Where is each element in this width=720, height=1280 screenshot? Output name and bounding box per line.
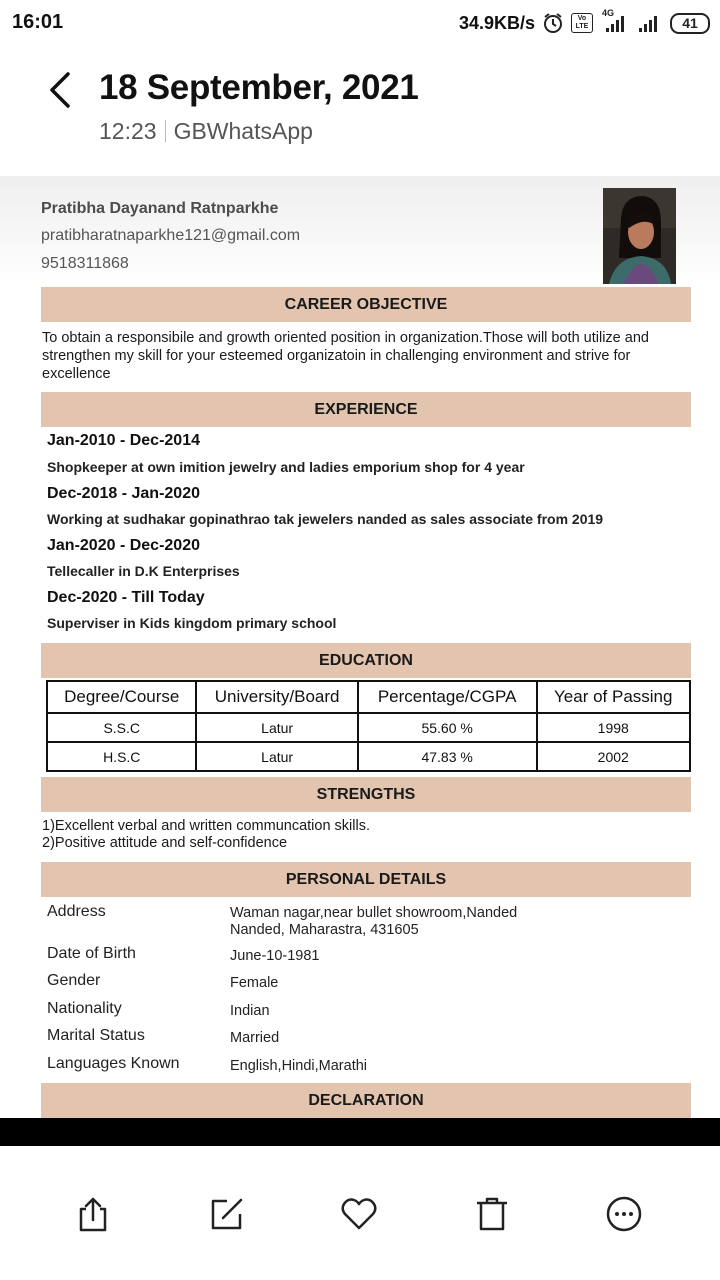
profile-photo (603, 188, 676, 284)
trash-icon (472, 1194, 512, 1234)
edit-icon (207, 1194, 247, 1234)
favorite-button[interactable] (339, 1194, 379, 1234)
volte-icon (571, 13, 593, 33)
heart-icon (339, 1194, 379, 1234)
detail-value: English,Hindi,Marathi (230, 1058, 368, 1074)
resume-phone: 9518311868 (41, 255, 129, 272)
detail-label: Languages Known (47, 1055, 180, 1072)
page-title: 18 September, 2021 (99, 68, 419, 107)
strength-item: 2)Positive attitude and self-confidence (42, 835, 288, 851)
divider (165, 120, 166, 142)
delete-button[interactable] (472, 1194, 512, 1234)
detail-label-address: Address (47, 903, 106, 920)
detail-value-address-2: Nanded, Maharastra, 431605 (230, 922, 419, 938)
experience-period: Dec-2020 - Till Today (47, 589, 205, 606)
column-header: University/Board (196, 681, 357, 713)
volte-top: Vo (577, 15, 587, 22)
message-time: 12:23 (99, 118, 157, 144)
education-table (46, 680, 691, 772)
network-speed: 34.9KB/s (458, 12, 535, 33)
edit-button[interactable] (207, 1194, 247, 1234)
experience-period: Jan-2010 - Dec-2014 (47, 432, 200, 449)
status-bar (0, 0, 720, 48)
detail-value: Female (230, 975, 279, 991)
table-cell: Latur (196, 742, 357, 771)
table-cell: 47.83 % (358, 742, 537, 771)
table-row (47, 713, 690, 742)
table-cell: Latur (196, 713, 357, 742)
detail-label: Marital Status (47, 1027, 145, 1044)
detail-value: Married (230, 1030, 280, 1046)
experience-desc: Superviser in Kids kingdom primary school (47, 615, 337, 631)
experience-desc: Tellecaller in D.K Enterprises (47, 563, 240, 579)
column-header: Year of Passing (537, 681, 691, 713)
resume-document[interactable] (0, 176, 720, 1118)
section-strengths: STRENGTHS (41, 777, 691, 812)
career-objective-text: To obtain a responsibile and growth oriented position in organization.Those will both utilize and strengthen my skill for your esteemed organizatoin in challenging environment and strive for excellence (42, 330, 649, 382)
column-header: Percentage/CGPA (358, 681, 537, 713)
back-button[interactable] (44, 70, 76, 110)
table-row (47, 742, 690, 771)
strength-item: 1)Excellent verbal and written communcation skills. (42, 818, 370, 834)
status-time: 16:01 (12, 11, 64, 33)
detail-value: June-10-1981 (230, 948, 320, 964)
page-subtitle (99, 118, 313, 145)
signal-icon-2 (637, 12, 663, 34)
table-cell: 2002 (537, 742, 691, 771)
detail-label: Date of Birth (47, 945, 136, 962)
detail-value-address: Waman nagar,near bullet showroom,Nanded (230, 905, 518, 921)
section-declaration: DECLARATION (41, 1083, 691, 1118)
table-header-row (47, 681, 690, 713)
status-icons (459, 8, 710, 38)
experience-desc: Working at sudhakar gopinathrao tak jewelers nanded as sales associate from 2019 (47, 511, 604, 527)
volte-bottom: LTE (575, 23, 589, 30)
more-icon (604, 1194, 644, 1234)
more-button[interactable] (604, 1194, 644, 1234)
section-personal-details: PERSONAL DETAILS (41, 862, 691, 897)
chevron-left-icon (44, 70, 76, 110)
image-bottom-band (0, 1118, 720, 1146)
section-experience: EXPERIENCE (41, 392, 691, 427)
signal-icon (600, 8, 630, 34)
battery-icon: 41 (670, 13, 710, 34)
table-cell: 1998 (537, 713, 691, 742)
resume-email: pratibharatnaparkhe121@gmail.com (41, 227, 301, 244)
detail-value: Indian (230, 1003, 270, 1019)
column-header: Degree/Course (47, 681, 196, 713)
experience-period: Jan-2020 - Dec-2020 (47, 537, 200, 554)
detail-label: Nationality (47, 1000, 122, 1017)
share-icon (73, 1194, 113, 1234)
table-cell: S.S.C (47, 713, 196, 742)
table-cell: 55.60 % (358, 713, 537, 742)
section-career-objective: CAREER OBJECTIVE (41, 287, 691, 322)
viewer-header (0, 48, 720, 176)
resume-name: Pratibha Dayanand Ratnparkhe (41, 200, 279, 217)
bottom-toolbar (0, 1146, 720, 1280)
share-button[interactable] (73, 1194, 113, 1234)
section-education: EDUCATION (41, 643, 691, 678)
network-type: 4G (602, 8, 615, 18)
table-cell: H.S.C (47, 742, 196, 771)
experience-period: Dec-2018 - Jan-2020 (47, 485, 200, 502)
alarm-icon (542, 12, 564, 34)
experience-desc: Shopkeeper at own imition jewelry and ladies emporium shop for 4 year (47, 459, 525, 475)
message-source: GBWhatsApp (173, 118, 313, 144)
detail-label: Gender (47, 972, 101, 989)
